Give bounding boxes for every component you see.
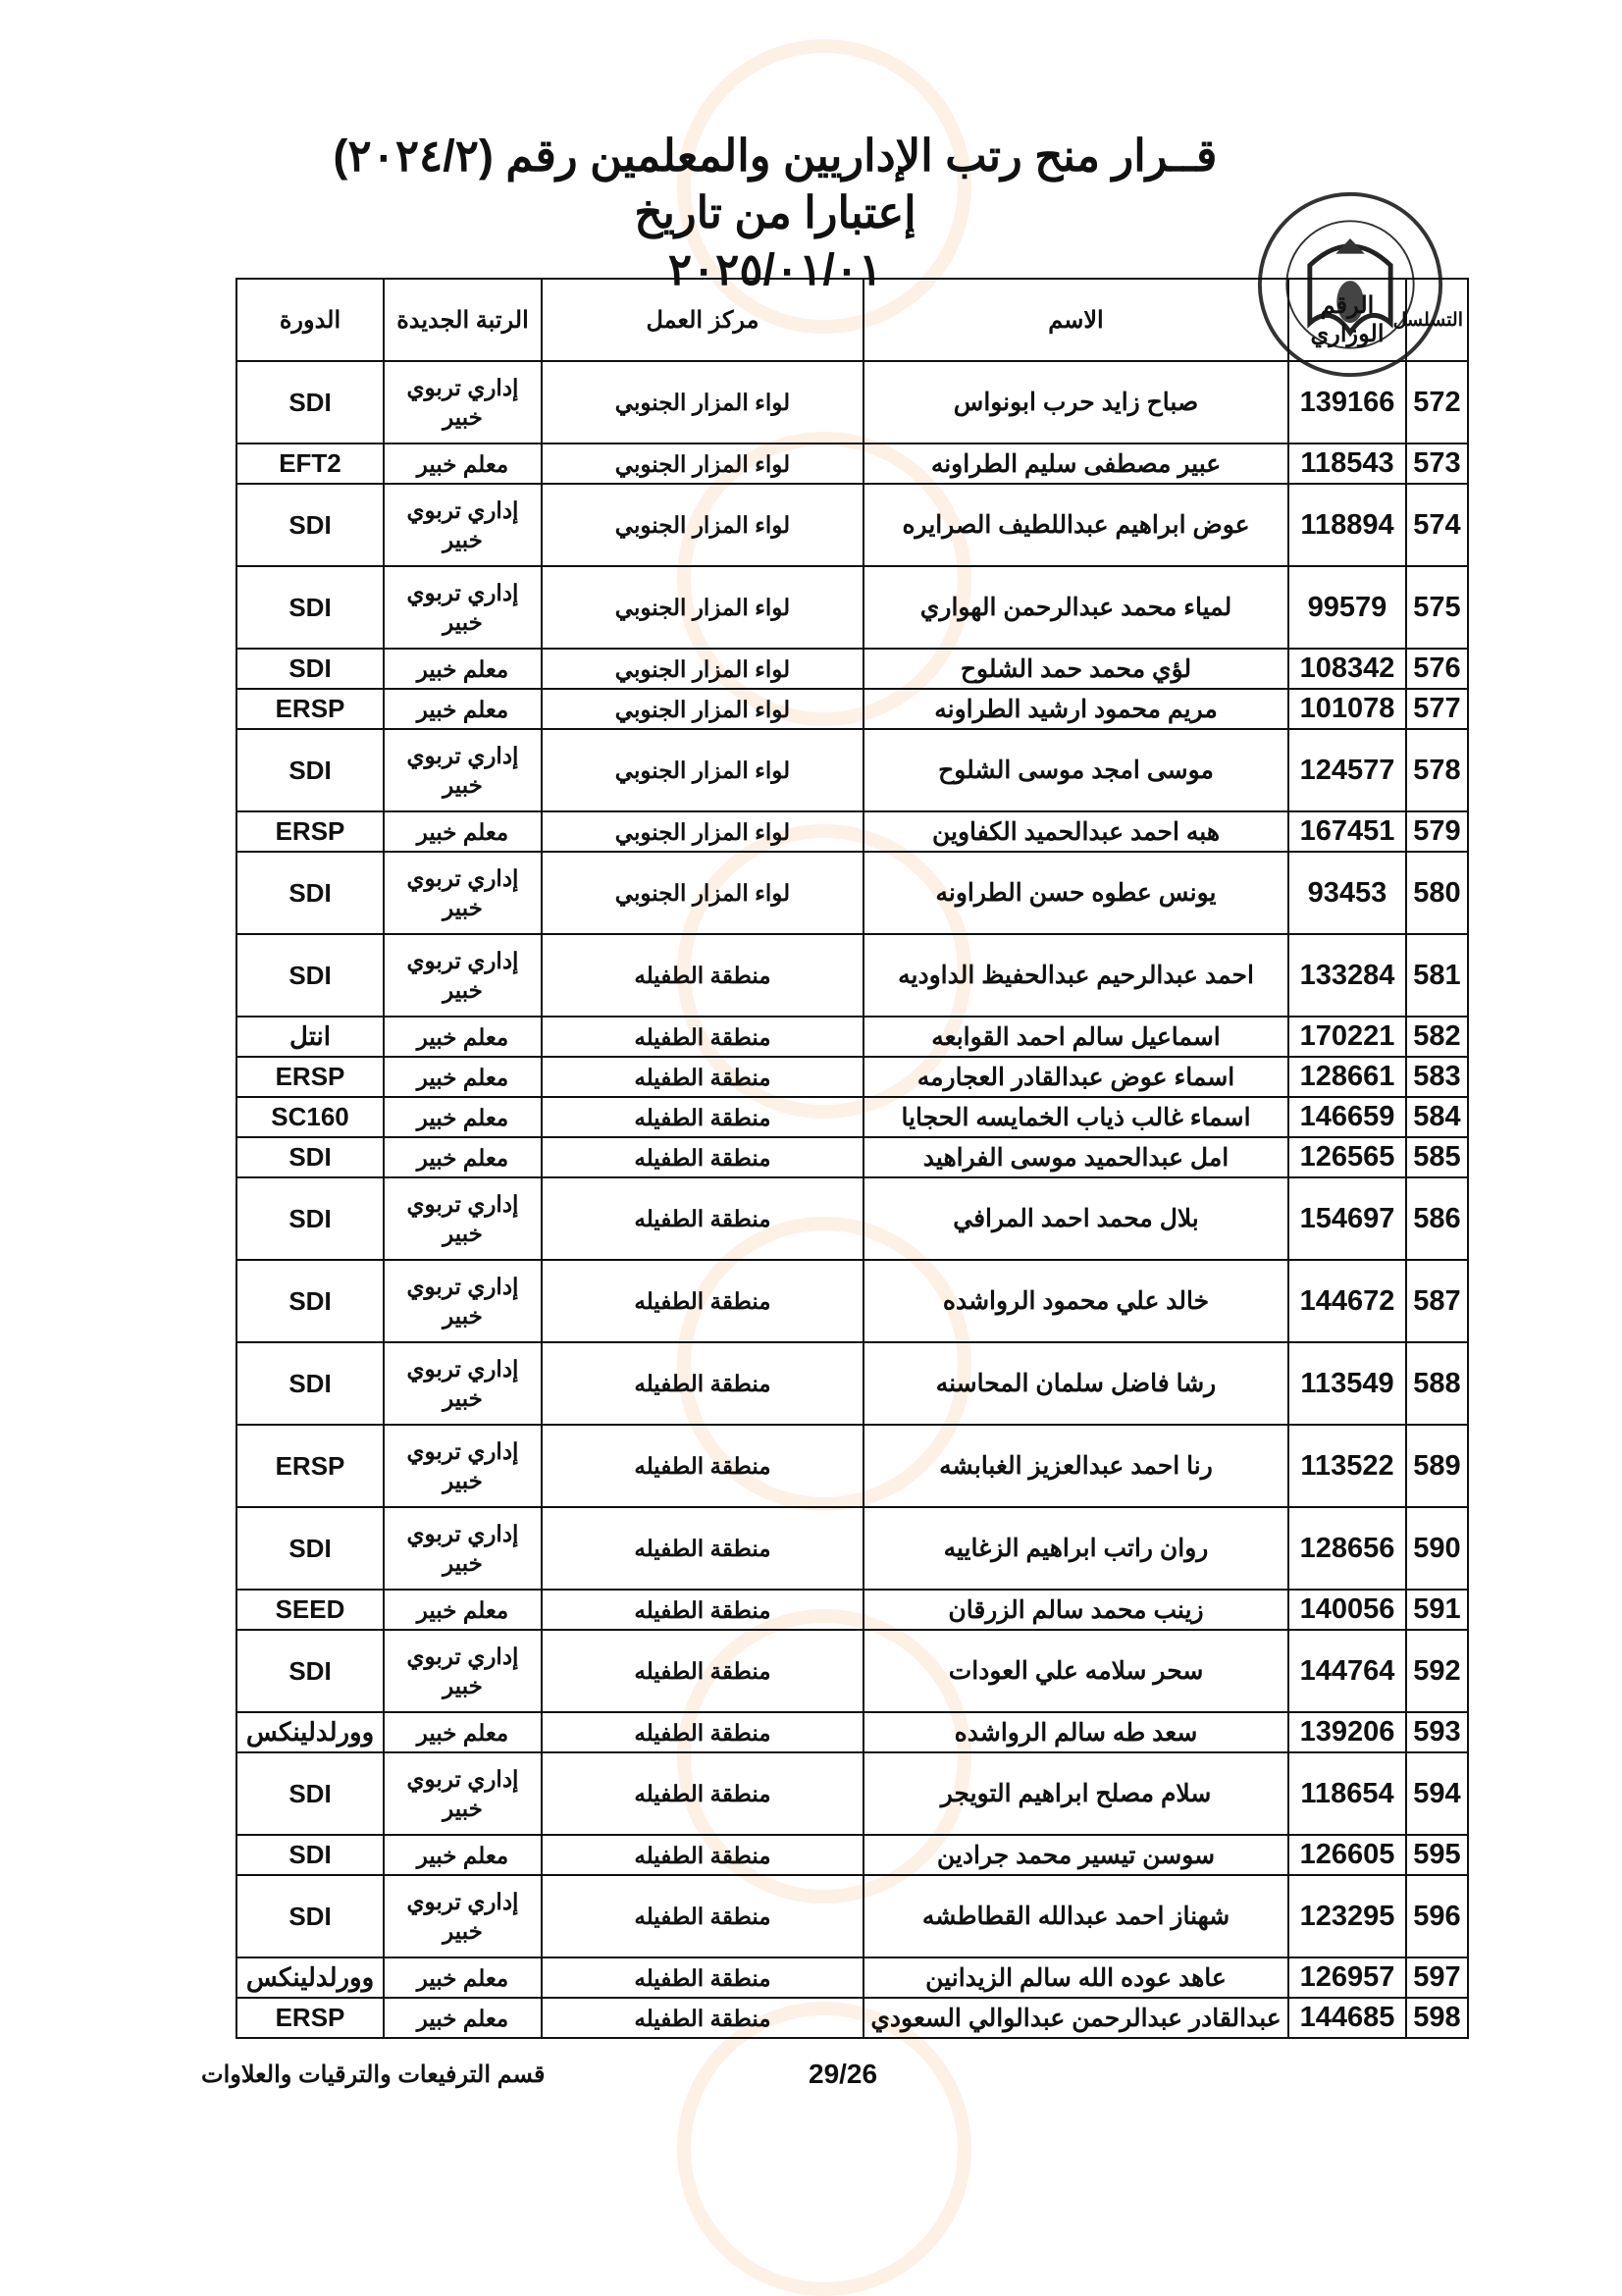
course-cell: SDI (236, 934, 384, 1017)
ministry-number-cell: 144764 (1288, 1630, 1406, 1712)
table-row (236, 1957, 1468, 1998)
department-name: قسم الترفيعات والترقيات والعلاوات (201, 2061, 546, 2088)
ministry-number-cell: 113549 (1288, 1342, 1406, 1425)
table-row (236, 1017, 1468, 1057)
name-cell: خالد علي محمود الرواشده (863, 1260, 1288, 1342)
work-center-cell: منطقة الطفيله (542, 1752, 863, 1835)
header-course: الدورة (236, 279, 384, 361)
table-row (236, 1630, 1468, 1712)
rank-cell: إداري تربوي خبير (384, 1507, 542, 1590)
course-cell: SDI (236, 852, 384, 934)
header-new-rank: الرتبة الجديدة (384, 279, 542, 361)
course-cell: SDI (236, 729, 384, 811)
work-center-cell: لواء المزار الجنوبي (542, 811, 863, 852)
ministry-number-cell: 144685 (1288, 1998, 1406, 2038)
name-cell: هبه احمد عبدالحميد الكفاوين (863, 811, 1288, 852)
seq-cell: 596 (1406, 1875, 1468, 1957)
name-cell: لؤي محمد حمد الشلوح (863, 649, 1288, 689)
work-center-cell: منطقة الطفيله (542, 1875, 863, 1957)
table-row (236, 1057, 1468, 1097)
header-ministry-no: الرقم الوزاري (1288, 279, 1406, 361)
seq-cell: 582 (1406, 1017, 1468, 1057)
ministry-number-cell: 128656 (1288, 1507, 1406, 1590)
course-cell: ERSP (236, 689, 384, 729)
seq-cell: 591 (1406, 1590, 1468, 1630)
course-cell: SDI (236, 1260, 384, 1342)
seq-cell: 598 (1406, 1998, 1468, 2038)
work-center-cell: منطقة الطفيله (542, 1590, 863, 1630)
rank-cell: معلم خبير (384, 1137, 542, 1177)
work-center-cell: منطقة الطفيله (542, 1507, 863, 1590)
name-cell: عبير مصطفى سليم الطراونه (863, 444, 1288, 484)
seq-cell: 592 (1406, 1630, 1468, 1712)
rank-cell: معلم خبير (384, 1017, 542, 1057)
table-row (236, 1835, 1468, 1875)
name-cell: بلال محمد احمد المرافي (863, 1177, 1288, 1260)
name-cell: رنا احمد عبدالعزيز الغبابشه (863, 1425, 1288, 1507)
table-row (236, 1875, 1468, 1957)
table-row (236, 484, 1468, 566)
seq-cell: 590 (1406, 1507, 1468, 1590)
work-center-cell: منطقة الطفيله (542, 1057, 863, 1097)
seq-cell: 595 (1406, 1835, 1468, 1875)
work-center-cell: منطقة الطفيله (542, 1712, 863, 1752)
table-row (236, 649, 1468, 689)
work-center-cell: لواء المزار الجنوبي (542, 649, 863, 689)
table-row (236, 689, 1468, 729)
course-cell: SDI (236, 1137, 384, 1177)
course-cell: انتل (236, 1017, 384, 1057)
name-cell: شهناز احمد عبدالله القطاطشه (863, 1875, 1288, 1957)
work-center-cell: منطقة الطفيله (542, 1630, 863, 1712)
course-cell: SDI (236, 484, 384, 566)
rank-cell: إداري تربوي خبير (384, 1425, 542, 1507)
name-cell: صباح زايد حرب ابونواس (863, 361, 1288, 444)
rank-cell: معلم خبير (384, 1835, 542, 1875)
ministry-number-cell: 118894 (1288, 484, 1406, 566)
work-center-cell: منطقة الطفيله (542, 1835, 863, 1875)
ministry-number-cell: 139166 (1288, 361, 1406, 444)
seq-cell: 574 (1406, 484, 1468, 566)
name-cell: سعد طه سالم الرواشده (863, 1712, 1288, 1752)
rank-cell: معلم خبير (384, 1957, 542, 1998)
rank-cell: معلم خبير (384, 1590, 542, 1630)
name-cell: عاهد عوده الله سالم الزيدانين (863, 1957, 1288, 1998)
ministry-number-cell: 139206 (1288, 1712, 1406, 1752)
rank-cell: معلم خبير (384, 689, 542, 729)
rank-cell: معلم خبير (384, 1097, 542, 1137)
seq-cell: 583 (1406, 1057, 1468, 1097)
seq-cell: 588 (1406, 1342, 1468, 1425)
work-center-cell: منطقة الطفيله (542, 1177, 863, 1260)
rank-cell: إداري تربوي خبير (384, 1260, 542, 1342)
name-cell: سوسن تيسير محمد جرادين (863, 1835, 1288, 1875)
course-cell: SDI (236, 1835, 384, 1875)
course-cell: وورلدلينكس (236, 1712, 384, 1752)
work-center-cell: لواء المزار الجنوبي (542, 444, 863, 484)
rank-cell: معلم خبير (384, 649, 542, 689)
name-cell: عبدالقادر عبدالرحمن عبدالوالي السعودي (863, 1998, 1288, 2038)
course-cell: ERSP (236, 1057, 384, 1097)
ministry-number-cell: 118654 (1288, 1752, 1406, 1835)
seq-cell: 587 (1406, 1260, 1468, 1342)
table-header-row (236, 279, 1468, 361)
seq-cell: 581 (1406, 934, 1468, 1017)
course-cell: SDI (236, 566, 384, 649)
ranks-table (235, 278, 1469, 2039)
ministry-number-cell: 133284 (1288, 934, 1406, 1017)
name-cell: سحر سلامه علي العودات (863, 1630, 1288, 1712)
ministry-number-cell: 124577 (1288, 729, 1406, 811)
work-center-cell: منطقة الطفيله (542, 1260, 863, 1342)
course-cell: SEED (236, 1590, 384, 1630)
rank-cell: إداري تربوي خبير (384, 729, 542, 811)
ministry-number-cell: 170221 (1288, 1017, 1406, 1057)
course-cell: SDI (236, 1342, 384, 1425)
rank-cell: معلم خبير (384, 1057, 542, 1097)
ministry-number-cell: 126957 (1288, 1957, 1406, 1998)
name-cell: زينب محمد سالم الزرقان (863, 1590, 1288, 1630)
work-center-cell: منطقة الطفيله (542, 1137, 863, 1177)
seq-cell: 584 (1406, 1097, 1468, 1137)
course-cell: SDI (236, 1752, 384, 1835)
table-row (236, 566, 1468, 649)
rank-cell: إداري تربوي خبير (384, 1177, 542, 1260)
table-row (236, 1137, 1468, 1177)
document-title (294, 128, 1256, 298)
work-center-cell: لواء المزار الجنوبي (542, 484, 863, 566)
work-center-cell: لواء المزار الجنوبي (542, 729, 863, 811)
seq-cell: 597 (1406, 1957, 1468, 1998)
name-cell: اسماء عوض عبدالقادر العجارمه (863, 1057, 1288, 1097)
table-row (236, 361, 1468, 444)
name-cell: لمياء محمد عبدالرحمن الهواري (863, 566, 1288, 649)
course-cell: SDI (236, 361, 384, 444)
rank-cell: معلم خبير (384, 444, 542, 484)
name-cell: احمد عبدالرحيم عبدالحفيظ الداوديه (863, 934, 1288, 1017)
work-center-cell: منطقة الطفيله (542, 1017, 863, 1057)
course-cell: ERSP (236, 1425, 384, 1507)
table-row (236, 1097, 1468, 1137)
ministry-number-cell: 126605 (1288, 1835, 1406, 1875)
seq-cell: 573 (1406, 444, 1468, 484)
ministry-number-cell: 144672 (1288, 1260, 1406, 1342)
rank-cell: إداري تربوي خبير (384, 934, 542, 1017)
rank-cell: إداري تربوي خبير (384, 1342, 542, 1425)
ministry-number-cell: 167451 (1288, 811, 1406, 852)
page-number: 29/26 (809, 2059, 878, 2089)
seq-cell: 589 (1406, 1425, 1468, 1507)
name-cell: مريم محمود ارشيد الطراونه (863, 689, 1288, 729)
ministry-number-cell: 154697 (1288, 1177, 1406, 1260)
course-cell: ERSP (236, 811, 384, 852)
ministry-number-cell: 113522 (1288, 1425, 1406, 1507)
ministry-number-cell: 123295 (1288, 1875, 1406, 1957)
ministry-number-cell: 146659 (1288, 1097, 1406, 1137)
table-row (236, 1425, 1468, 1507)
ministry-number-cell: 140056 (1288, 1590, 1406, 1630)
name-cell: سلام مصلح ابراهيم التويجر (863, 1752, 1288, 1835)
title-date: ٢٠٢٥/٠١/٠١ (667, 244, 883, 294)
name-cell: رشا فاضل سلمان المحاسنه (863, 1342, 1288, 1425)
ministry-number-cell: 108342 (1288, 649, 1406, 689)
ministry-number-cell: 118543 (1288, 444, 1406, 484)
rank-cell: إداري تربوي خبير (384, 1630, 542, 1712)
course-cell: SDI (236, 1630, 384, 1712)
seq-cell: 579 (1406, 811, 1468, 852)
name-cell: عوض ابراهيم عبداللطيف الصرايره (863, 484, 1288, 566)
name-cell: روان راتب ابراهيم الزغاييه (863, 1507, 1288, 1590)
name-cell: اسماء غالب ذياب الخمايسه الحجايا (863, 1097, 1288, 1137)
name-cell: يونس عطوه حسن الطراونه (863, 852, 1288, 934)
work-center-cell: لواء المزار الجنوبي (542, 566, 863, 649)
ministry-number-cell: 99579 (1288, 566, 1406, 649)
seq-cell: 578 (1406, 729, 1468, 811)
seq-cell: 575 (1406, 566, 1468, 649)
seq-cell: 593 (1406, 1712, 1468, 1752)
table-row (236, 1998, 1468, 2038)
rank-cell: إداري تربوي خبير (384, 484, 542, 566)
rank-cell: معلم خبير (384, 811, 542, 852)
seq-cell: 586 (1406, 1177, 1468, 1260)
seq-cell: 572 (1406, 361, 1468, 444)
work-center-cell: لواء المزار الجنوبي (542, 689, 863, 729)
seq-cell: 580 (1406, 852, 1468, 934)
rank-cell: إداري تربوي خبير (384, 852, 542, 934)
seq-cell: 585 (1406, 1137, 1468, 1177)
course-cell: وورلدلينكس (236, 1957, 384, 1998)
rank-cell: إداري تربوي خبير (384, 1752, 542, 1835)
table-row (236, 1590, 1468, 1630)
rank-cell: إداري تربوي خبير (384, 566, 542, 649)
course-cell: SDI (236, 649, 384, 689)
watermark-clock (677, 2002, 971, 2296)
header-seq: التسلسل (1406, 279, 1468, 361)
course-cell: SDI (236, 1875, 384, 1957)
table-row (236, 444, 1468, 484)
work-center-cell: منطقة الطفيله (542, 934, 863, 1017)
rank-cell: إداري تربوي خبير (384, 1875, 542, 1957)
work-center-cell: منطقة الطفيله (542, 1957, 863, 1998)
table-row (236, 1260, 1468, 1342)
work-center-cell: منطقة الطفيله (542, 1998, 863, 2038)
ministry-number-cell: 101078 (1288, 689, 1406, 729)
table-row (236, 1507, 1468, 1590)
rank-cell: معلم خبير (384, 1998, 542, 2038)
header-name: الاسم (863, 279, 1288, 361)
seq-cell: 576 (1406, 649, 1468, 689)
course-cell: ERSP (236, 1998, 384, 2038)
seq-cell: 594 (1406, 1752, 1468, 1835)
seq-cell: 577 (1406, 689, 1468, 729)
work-center-cell: منطقة الطفيله (542, 1425, 863, 1507)
rank-cell: إداري تربوي خبير (384, 361, 542, 444)
work-center-cell: لواء المزار الجنوبي (542, 852, 863, 934)
ministry-number-cell: 126565 (1288, 1137, 1406, 1177)
name-cell: اسماعيل سالم احمد القوابعه (863, 1017, 1288, 1057)
work-center-cell: منطقة الطفيله (542, 1097, 863, 1137)
course-cell: SDI (236, 1177, 384, 1260)
table-row (236, 729, 1468, 811)
work-center-cell: لواء المزار الجنوبي (542, 361, 863, 444)
header-work-center: مركز العمل (542, 279, 863, 361)
ministry-number-cell: 128661 (1288, 1057, 1406, 1097)
table-row (236, 1752, 1468, 1835)
table-row (236, 1177, 1468, 1260)
table-row (236, 1712, 1468, 1752)
name-cell: موسى امجد موسى الشلوح (863, 729, 1288, 811)
work-center-cell: منطقة الطفيله (542, 1342, 863, 1425)
ministry-number-cell: 93453 (1288, 852, 1406, 934)
table-row (236, 811, 1468, 852)
name-cell: امل عبدالحميد موسى الفراهيد (863, 1137, 1288, 1177)
table-row (236, 1342, 1468, 1425)
title-line-1: قــرار منح رتب الإداريين والمعلمين رقم (٢٠٢٤/٢) إعتبارا من تاريخ (333, 130, 1218, 237)
table-row (236, 852, 1468, 934)
rank-cell: معلم خبير (384, 1712, 542, 1752)
course-cell: EFT2 (236, 444, 384, 484)
table-row (236, 934, 1468, 1017)
course-cell: SC160 (236, 1097, 384, 1137)
course-cell: SDI (236, 1507, 384, 1590)
